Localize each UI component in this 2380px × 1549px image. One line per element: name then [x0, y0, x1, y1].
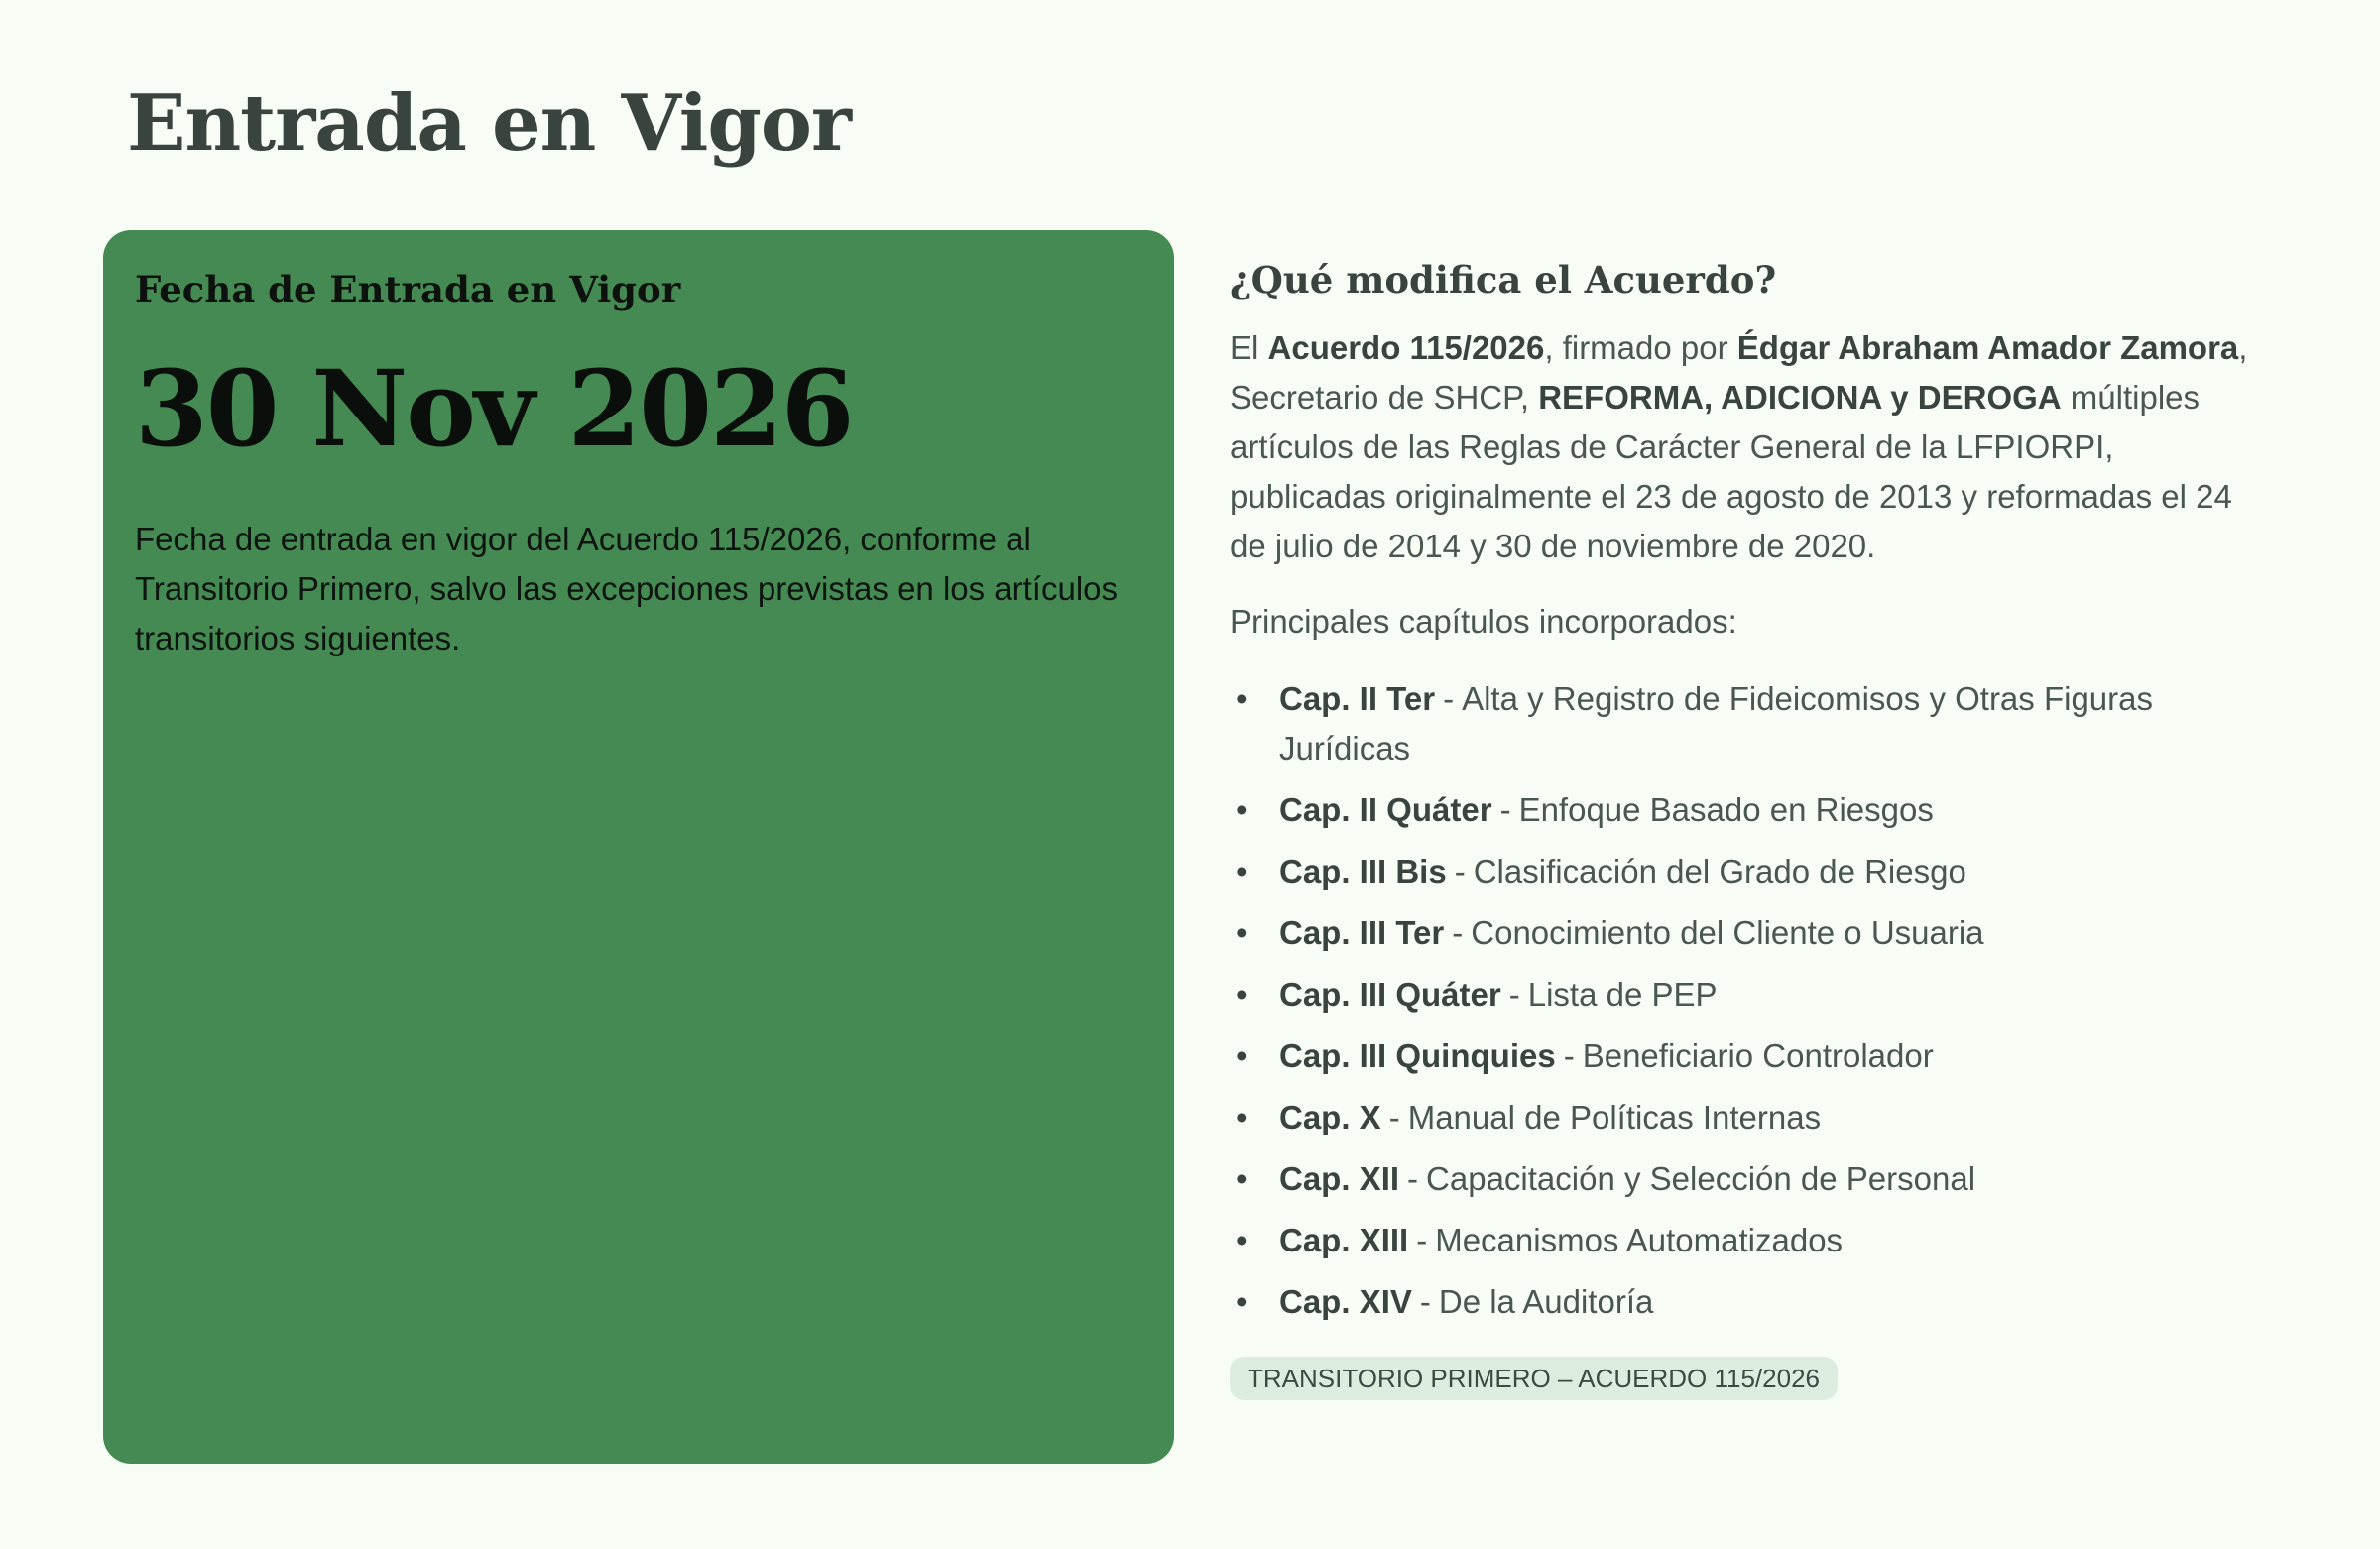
bullet-icon: •: [1236, 976, 1248, 1013]
chapter-title: Lista de PEP: [1527, 976, 1718, 1013]
separator: -: [1407, 1160, 1419, 1198]
chapter-code: Cap. II Quáter: [1279, 791, 1492, 829]
source-tag: TRANSITORIO PRIMERO – ACUERDO 115/2026: [1230, 1357, 1838, 1400]
intro-text: múltiples artículos de las Reglas de Carácter General de la LFPIORPI, publicadas originalmente el 23 de agosto de 2013 y reformadas el 24 de julio de 2014 y 30 de noviembre de 2020.: [1230, 379, 2232, 565]
chapter-code: Cap. III Quáter: [1279, 976, 1501, 1013]
chapter-code: Cap. XII: [1279, 1160, 1400, 1198]
bullet-icon: •: [1236, 853, 1248, 891]
chapter-title: Mecanismos Automatizados: [1435, 1222, 1844, 1259]
chapter-code: Cap. III Bis: [1279, 853, 1447, 891]
chapter-item: [1230, 1154, 2261, 1204]
bullet-icon: •: [1236, 914, 1248, 952]
bullet-icon: •: [1236, 680, 1248, 718]
chapter-item: [1230, 970, 2261, 1019]
page-title: Entrada en Vigor: [127, 78, 851, 169]
chapter-title: Beneficiario Controlador: [1582, 1037, 1934, 1075]
chapter-code: Cap. II Ter: [1279, 680, 1436, 718]
chapter-title: De la Auditoría: [1438, 1283, 1654, 1321]
bullet-icon: •: [1236, 1222, 1248, 1259]
chapter-item: [1230, 1277, 2261, 1327]
bullet-icon: •: [1236, 1099, 1248, 1136]
intro-text: , firmado por: [1544, 329, 1737, 367]
bullet-icon: •: [1236, 1160, 1248, 1198]
intro-paragraph: [1230, 323, 2261, 571]
chapter-code: Cap. XIII: [1279, 1222, 1409, 1259]
agreement-number: Acuerdo 115/2026: [1267, 329, 1545, 367]
chapter-title: Manual de Políticas Internas: [1407, 1099, 1822, 1136]
chapter-code: Cap. XIV: [1279, 1283, 1412, 1321]
chapter-item: [1230, 674, 2261, 774]
chapter-item: [1230, 847, 2261, 896]
separator: -: [1454, 853, 1466, 891]
separator: -: [1388, 1099, 1400, 1136]
bullet-icon: •: [1236, 791, 1248, 829]
chapter-item: [1230, 785, 2261, 835]
chapter-title: Conocimiento del Cliente o Usuaria: [1471, 914, 1984, 952]
modifications-section: [1230, 256, 2261, 1400]
separator: -: [1416, 1222, 1428, 1259]
separator: -: [1508, 976, 1520, 1013]
chapters-label: Principales capítulos incorporados:: [1230, 603, 1737, 641]
chapter-code: Cap. III Quinquies: [1279, 1037, 1556, 1075]
chapter-title: Enfoque Basado en Riesgos: [1518, 791, 1934, 829]
section-heading: ¿Qué modifica el Acuerdo?: [1230, 258, 1777, 301]
bullet-icon: •: [1236, 1283, 1248, 1321]
effective-date-card: [103, 230, 1174, 1464]
separator: -: [1452, 914, 1464, 952]
chapter-item: [1230, 1031, 2261, 1081]
card-heading: Fecha de Entrada en Vigor: [135, 268, 681, 311]
chapter-title: Capacitación y Selección de Personal: [1426, 1160, 1976, 1198]
card-description: Fecha de entrada en vigor del Acuerdo 115/2026, conforme al Transitorio Primero, salvo las excepciones previstas en los artículos transitorios siguientes.: [135, 521, 1119, 657]
separator: -: [1499, 791, 1511, 829]
chapter-title: Alta y Registro de Fideicomisos y Otras Figuras Jurídicas: [1279, 680, 2153, 768]
chapter-title: Clasificación del Grado de Riesgo: [1473, 853, 1966, 891]
intro-text: , Secretario de SHCP,: [1230, 329, 2248, 417]
separator: -: [1443, 680, 1455, 718]
action-verbs: REFORMA, ADICIONA y DEROGA: [1538, 379, 2062, 417]
intro-text: El: [1230, 329, 1268, 367]
bullet-icon: •: [1236, 1037, 1248, 1075]
effective-date: 30 Nov 2026: [135, 346, 853, 471]
separator: -: [1563, 1037, 1575, 1075]
chapter-code: Cap. X: [1279, 1099, 1381, 1136]
chapter-code: Cap. III Ter: [1279, 914, 1445, 952]
chapter-item: [1230, 1216, 2261, 1265]
chapter-list: [1230, 674, 2261, 1327]
chapter-item: [1230, 908, 2261, 958]
chapter-item: [1230, 1093, 2261, 1142]
separator: -: [1419, 1283, 1431, 1321]
signatory-name: Édgar Abraham Amador Zamora: [1736, 329, 2239, 367]
